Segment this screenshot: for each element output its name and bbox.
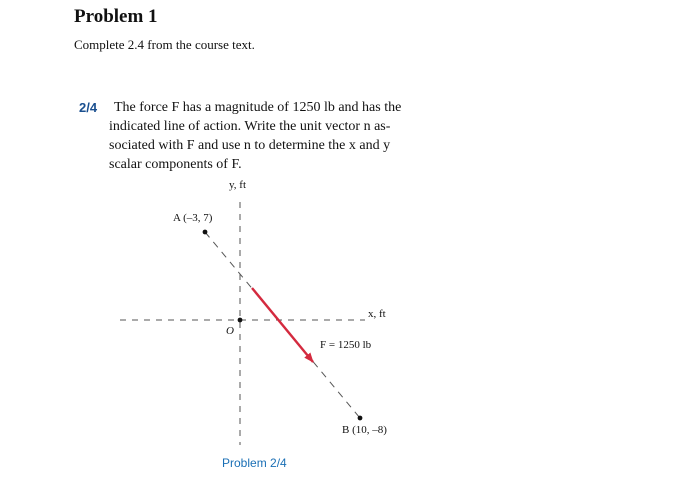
problem-text-line: The force F has a magnitude of 1250 lb and has the (114, 100, 402, 115)
point-b (358, 416, 363, 421)
problem-text-line: sociated with F and use n to determine the x and y (109, 138, 391, 153)
force-label: F = 1250 lb (320, 339, 372, 351)
force-arrow (252, 288, 313, 362)
point-a (203, 230, 208, 235)
problem-text-line: indicated line of action. Write the unit vector n as- (109, 119, 391, 134)
y-axis-label: y, ft (229, 179, 247, 191)
instruction-text: Complete 2.4 from the course text. (74, 37, 255, 52)
x-axis-label: x, ft (368, 308, 386, 320)
origin-label: O (226, 325, 234, 337)
figure-caption: Problem 2/4 (222, 456, 287, 470)
problem-text-line: scalar components of F. (109, 157, 242, 172)
point-a-label: A (–3, 7) (173, 212, 213, 224)
problem-number: 2/4 (79, 100, 98, 115)
point-b-label: B (10, –8) (342, 424, 387, 436)
page-title: Problem 1 (74, 6, 158, 27)
origin-point (238, 318, 243, 323)
